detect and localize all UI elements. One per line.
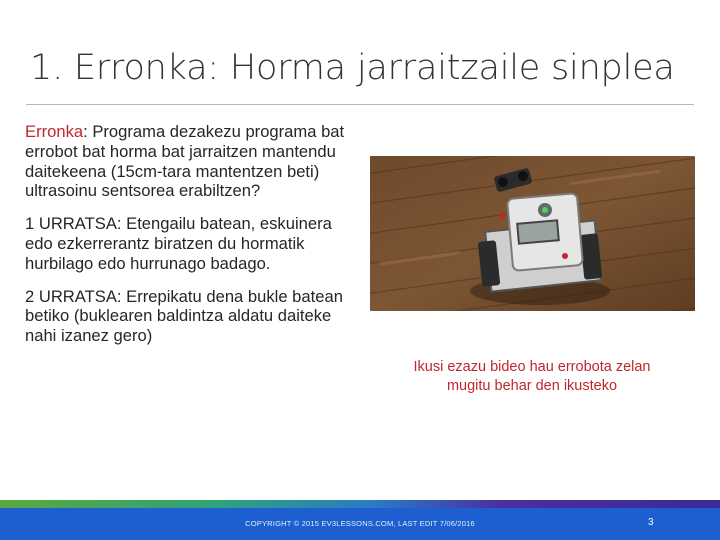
page-number: 3: [648, 517, 654, 528]
video-caption: Ikusi ezazu bideo hau errobota zelan mugitu behar den ikusteko: [413, 359, 651, 394]
slide-title: 1. Erronka: Horma jarraitzaile sinplea: [30, 48, 675, 88]
step2-paragraph: [25, 287, 355, 346]
robot-video-frame[interactable]: [370, 156, 695, 311]
challenge-paragraph: [25, 122, 355, 201]
copyright-notice: COPYRIGHT © 2015 EV3LESSONS.COM, LAST EDIT 7/06/2016: [245, 519, 475, 528]
challenge-label: Erronka: [25, 122, 84, 141]
step1-description: : Etengailu batean, eskuinera edo ezkerrerantz biratzen du hormatik hurbilago edo hurrunago badago.: [25, 214, 332, 273]
step2-label: 2 URRATSA: [25, 286, 117, 306]
step1-label: 1 URRATSA: [25, 214, 117, 234]
step1-paragraph: [25, 214, 355, 273]
challenge-text-block: [25, 122, 355, 359]
challenge-description: : Programa dezakezu programa bat errobot bat horma bat jarraitzen mantendu daitekeena (15cm-tara mantentzen beti) ultrasoinu sentsorea erabiltzen?: [25, 122, 345, 201]
title-divider: [26, 104, 694, 105]
step2-description: : Errepikatu dena bukle batean betiko (buklearen baldintza aldatu daiteke nahi izanez gero): [25, 286, 343, 346]
robot-photo-illustration: [370, 156, 695, 311]
footer-accent-bar: [0, 500, 720, 508]
